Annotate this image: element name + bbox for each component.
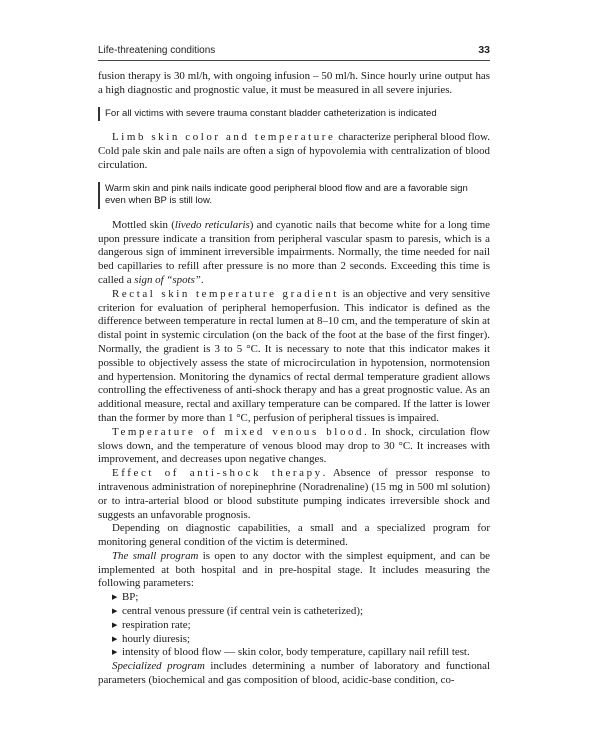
triangle-bullet-icon: ▶ [112,648,118,657]
paragraph: Depending on diagnostic capabilities, a small and a specialized program for monitoring general condition of the victim is determined. [98,522,490,549]
running-header [98,44,490,61]
term: The small program [112,549,199,562]
highlight-note: Warm skin and pink nails indicate good peripheral blood flow and are a favorable sign even when BP is still low. [98,182,490,209]
paragraph: Rectal skin temperature gradient is an objective and very sensitive criterion for evaluation of peripheral hemoperfusion. This indicator is defined as the difference between temperature in rectal lumen at 8–10 cm, and the temperature of skin at distal point in systemic circulation (on the back of the foot at the base of the first finger). Normally, the gradient is 3 to 5 °C. It is necessary to note that this indicator makes it possible to objectively assess the state of microcirculation in hypotension, normotension and hypertension. Monitoring the dynamics of rectal dermal temperature gradient allows controlling the effectiveness of anti-shock therapy and has a great prognostic value. As an additional measure, rectal and axillary temperature can be compared. If the latter is lower than the former by more than 1 °C, perfusion of peripheral tissues is impaired. [98,287,491,424]
list-item: ▶ intensity of blood flow — skin color, body temperature, capillary nail refill test. [112,646,470,659]
chapter-title: Life-threatening conditions [98,45,216,56]
paragraph: Effect of anti-shock therapy. Absence of pressor response to intravenous administration of norepinephrine (Noradrenaline) (15 mg in 500 ml solution) or to intra-arterial blood or blood substitute pumping indicates irreversible shock and suggests an unfavorable prognosis. [98,467,490,521]
book-page [98,44,490,688]
paragraph: Mottled skin (livedo reticularis) and cyanotic nails that become white for a long time upon pressure indicate a transition from peripheral vascular spasm to paresis, which is a dangerous sign of imminent irreversible impairments. Normally, the time needed for nail bed capillaries to refill after pressure is no more than 2 seconds. Exceeding this time is called a sign of “spots”. [98,218,490,286]
list-item: ▶ BP; [112,591,139,604]
parameter-list [98,591,490,660]
triangle-bullet-icon: ▶ [112,620,118,629]
list-item: ▶ hourly diuresis; [112,632,191,645]
paragraph: Temperature of mixed venous blood. In shock, circulation flow slows down, and the temperature of venous blood may drop to 30 °C. It increases with improvement, and decreases upon negative changes. [98,425,490,466]
section-lead: Limb skin color and temperature [112,131,336,144]
section-lead: Effect of anti-shock therapy [112,467,323,480]
list-item: ▶ central venous pressure (if central vein is catheterized); [112,605,363,618]
highlight-note: For all victims with severe trauma constant bladder catheterization is indicated [98,107,490,122]
section-lead: Rectal skin temperature gradient [112,287,340,300]
list-item: ▶ respiration rate; [112,618,191,631]
triangle-bullet-icon: ▶ [112,607,118,616]
paragraph: Specialized program includes determining a number of laboratory and functional parameters (biochemical and gas composition of blood, acidic-base condition, co- [98,660,490,687]
term: Specialized program [112,660,205,673]
triangle-bullet-icon: ▶ [112,593,118,602]
page-body [98,70,490,688]
section-lead: Temperature of mixed venous blood [112,425,365,438]
paragraph: Limb skin color and temperature characterize peripheral blood flow. Cold pale skin and pale nails are often a sign of hypovolemia with centralization of blood circulation. [98,131,490,171]
page-number: 33 [478,44,490,56]
paragraph: The small program is open to any doctor with the simplest equipment, and can be implemented at both hospital and in pre-hospital stage. It includes measuring the following parameters: [98,549,490,590]
paragraph: fusion therapy is 30 ml/h, with ongoing infusion – 50 ml/h. Since hourly urine output has a high diagnostic and prognostic value, it must be measured in all severe injuries. [98,70,490,96]
triangle-bullet-icon: ▶ [112,634,118,643]
